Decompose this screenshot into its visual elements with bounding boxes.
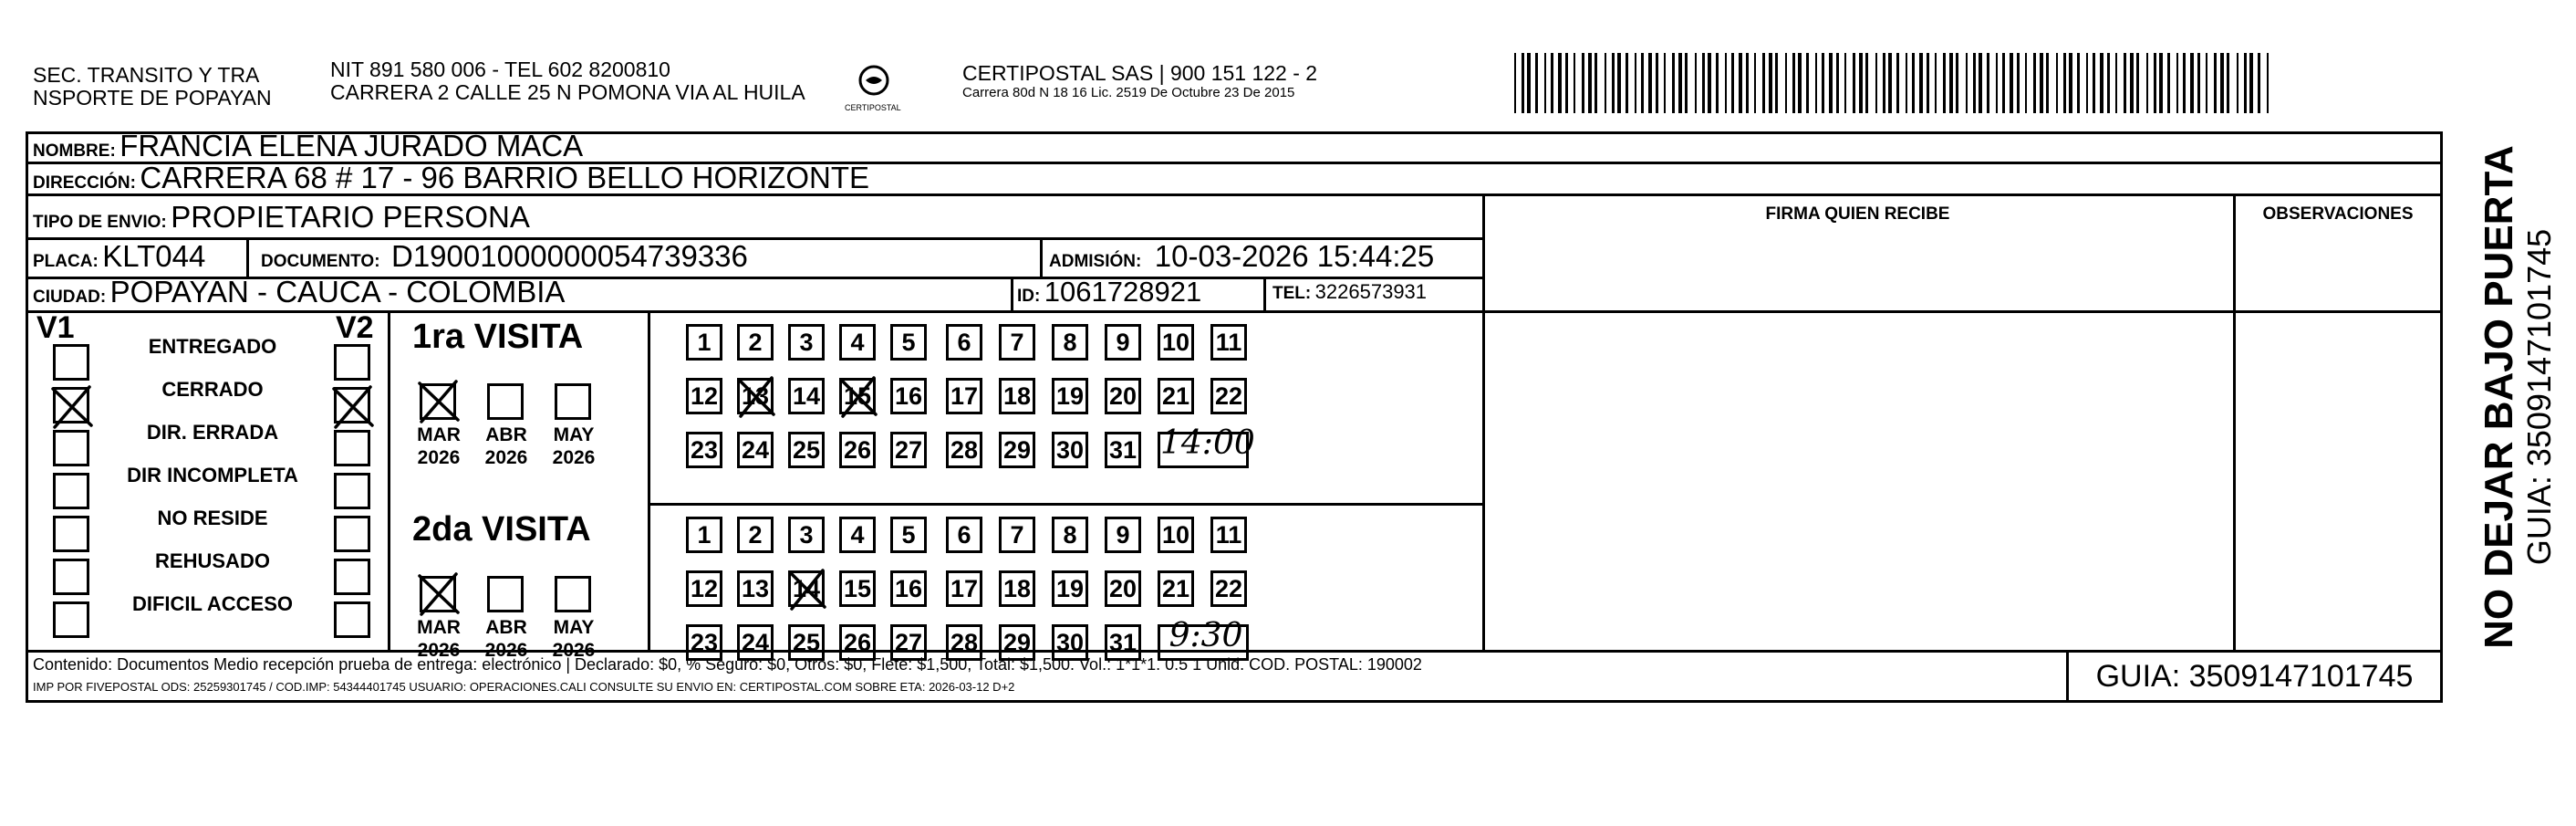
barcode-bar <box>1746 53 1749 113</box>
day-box: 28 <box>946 624 982 661</box>
barcode-bar <box>1836 53 1839 113</box>
barcode-bar <box>2046 53 2049 113</box>
barcode-bar <box>1865 53 1868 113</box>
direccion-value: CARRERA 68 # 17 - 96 BARRIO BELLO HORIZONTE <box>140 161 869 194</box>
barcode-graphic <box>1514 53 2271 113</box>
month-label: MAY <box>553 424 595 445</box>
barcode-bar <box>1973 53 1976 113</box>
v2-checkbox <box>334 387 370 423</box>
barcode-bar <box>2214 53 2217 113</box>
barcode-bar <box>2136 53 2139 113</box>
day-box: 11 <box>1210 517 1247 553</box>
month-label: MAR <box>417 424 461 445</box>
barcode-bar <box>1815 53 1817 113</box>
barcode-bar <box>1754 53 1756 113</box>
handwritten-time: 14:00 <box>1160 424 1255 462</box>
barcode-bar <box>1535 53 1538 113</box>
day-box: 31 <box>1105 432 1141 468</box>
day-box: 9 <box>1105 517 1141 553</box>
barcode-bar <box>1648 53 1652 113</box>
day-box: 6 <box>946 517 982 553</box>
barcode-bar <box>2267 53 2269 113</box>
day-box: 12 <box>686 570 722 607</box>
barcode-bar <box>1565 53 1568 113</box>
documento-label: DOCUMENTO: <box>261 252 380 271</box>
month-label: MAY <box>553 617 595 638</box>
barcode-bar <box>2206 53 2207 113</box>
barcode-bar <box>1927 53 1929 113</box>
courier-logo-icon <box>857 64 890 97</box>
day-box: 19 <box>1052 570 1088 607</box>
barcode-bar <box>1829 53 1833 113</box>
month-label: ABR <box>485 617 527 638</box>
ciudad-field <box>33 276 565 315</box>
day-box: 25 <box>788 432 825 468</box>
day-box: 3 <box>788 517 825 553</box>
tipo-envio-label: TIPO DE ENVIO: <box>33 213 167 232</box>
year-label: 2026 <box>417 640 461 661</box>
barcode-bar <box>2237 53 2238 113</box>
month-checkbox <box>555 383 591 420</box>
day-box: 6 <box>946 324 982 361</box>
rule <box>648 503 1485 506</box>
barcode-bar <box>1798 53 1802 113</box>
barcode-bar <box>2017 53 2020 113</box>
divider <box>246 237 249 277</box>
tel-label: TEL: <box>1272 284 1312 303</box>
day-box: 25 <box>788 624 825 661</box>
year-label: 2026 <box>484 640 528 661</box>
barcode-bar <box>2033 53 2036 113</box>
day-box: 21 <box>1158 378 1194 414</box>
day-box: 31 <box>1105 624 1141 661</box>
day-box: 13 <box>737 570 774 607</box>
day-box: 30 <box>1052 432 1088 468</box>
barcode-bar <box>2176 53 2178 113</box>
day-box: 21 <box>1158 570 1194 607</box>
v1-checkbox <box>53 387 89 423</box>
status-label: REHUSADO <box>155 549 270 572</box>
visit-title: 1ra VISITA <box>412 318 584 356</box>
barcode-bar <box>1685 53 1688 113</box>
footer-content: Contenido: Documentos Medio recepción prueba de entrega: electrónico | Declarado: $0, % Seguro: $0, Otros: $0, Flete: $1,500, Total: $1,500. Vol.: 1*1*1. 0.5 1 Unid. COD. POSTAL: 190002 <box>33 655 1422 674</box>
day-box: 27 <box>890 432 927 468</box>
placa-field <box>33 240 205 279</box>
day-box: 15 <box>839 570 876 607</box>
barcode-bar <box>1605 53 1606 113</box>
barcode-bar <box>2190 53 2194 113</box>
footer-print-info: IMP POR FIVEPOSTAL ODS: 25259301745 / COD.IMP: 54344401745 USUARIO: OPERACIONES.CALI CONSULTE SU ENVIO EN: CERTIPOSTAL.COM SOBRE ETA: 2026-03-12 D+2 <box>33 680 1015 694</box>
barcode-bar <box>1635 53 1636 113</box>
barcode-bar <box>1979 53 1982 113</box>
divider <box>1040 237 1043 277</box>
nombre-value: FRANCIA ELENA JURADO MACA <box>119 129 584 162</box>
barcode-bar <box>2025 53 2027 113</box>
barcode-bar <box>1785 53 1787 113</box>
barcode-bar <box>1551 53 1553 113</box>
firma-header: FIRMA QUIEN RECIBE <box>1765 204 1950 224</box>
divider <box>1482 193 1485 650</box>
documento-value: D19001000000054739336 <box>391 239 748 273</box>
status-label: NO RESIDE <box>157 507 268 529</box>
barcode-bar <box>1919 53 1923 113</box>
barcode-bar <box>2130 53 2134 113</box>
side-guia: GUIA: 3509147101745 <box>2520 228 2558 566</box>
month-label: ABR <box>485 424 527 445</box>
day-box: 20 <box>1105 378 1141 414</box>
barcode-bar <box>1522 53 1524 113</box>
tipo-envio-value: PROPIETARIO PERSONA <box>171 200 530 234</box>
side-text <box>2477 141 2558 653</box>
day-box: 4 <box>839 517 876 553</box>
month-checkbox <box>420 383 456 420</box>
month-checkbox <box>487 383 524 420</box>
barcode-bar <box>2249 53 2253 113</box>
barcode-bar <box>1672 53 1675 113</box>
barcode-bar <box>1695 53 1697 113</box>
barcode <box>1514 53 2271 113</box>
barcode-bar <box>2197 53 2200 113</box>
v2-checkbox <box>334 473 370 509</box>
sender-name: SEC. TRANSITO Y TRA NSPORTE DE POPAYAN <box>33 63 272 110</box>
barcode-bar <box>1996 53 1998 113</box>
month-checkbox <box>420 576 456 612</box>
barcode-bar <box>1822 53 1824 113</box>
v2-checkbox <box>334 430 370 466</box>
divider <box>2233 193 2236 650</box>
barcode-bar <box>1558 53 1562 113</box>
barcode-bar <box>1987 53 1989 113</box>
documento-field <box>261 240 748 279</box>
day-box: 27 <box>890 624 927 661</box>
month-checkbox <box>555 576 591 612</box>
barcode-bar <box>1762 53 1765 113</box>
barcode-bar <box>1574 53 1575 113</box>
barcode-bar <box>1966 53 1968 113</box>
tipo-envio-row <box>33 201 530 240</box>
day-box: 1 <box>686 517 722 553</box>
barcode-bar <box>2107 53 2110 113</box>
visit-title: 2da VISITA <box>412 510 591 549</box>
status-label: CERRADO <box>161 378 264 401</box>
v2-checkbox <box>334 344 370 381</box>
barcode-bar <box>1896 53 1899 113</box>
day-box: 26 <box>839 624 876 661</box>
barcode-bar <box>1853 53 1855 113</box>
barcode-bar <box>2010 53 2013 113</box>
divider <box>388 310 390 650</box>
ciudad-label: CIUDAD: <box>33 288 107 307</box>
year-label: 2026 <box>484 447 528 468</box>
barcode-bar <box>2227 53 2229 113</box>
status-label: DIR INCOMPLETA <box>127 464 298 486</box>
barcode-bar <box>2124 53 2126 113</box>
barcode-bar <box>1956 53 1958 113</box>
day-box: 22 <box>1210 378 1247 414</box>
v2-checkbox <box>334 516 370 552</box>
id-value: 1061728921 <box>1044 276 1202 308</box>
v2-header: V2 <box>336 310 374 345</box>
day-box: 22 <box>1210 570 1247 607</box>
status-label: DIFICIL ACCESO <box>131 592 293 615</box>
barcode-bar <box>1769 53 1772 113</box>
ciudad-value: POPAYAN - CAUCA - COLOMBIA <box>109 275 566 308</box>
tel-value: 3226573931 <box>1314 280 1428 303</box>
day-box: 29 <box>999 432 1035 468</box>
day-box: 7 <box>999 517 1035 553</box>
month-label: MAR <box>417 617 461 638</box>
barcode-bar <box>1588 53 1592 113</box>
day-box: 3 <box>788 324 825 361</box>
day-box: 24 <box>737 624 774 661</box>
barcode-bar <box>2183 53 2186 113</box>
barcode-bar <box>1527 53 1531 113</box>
admision-value: 10-03-2026 15:44:25 <box>1154 239 1435 273</box>
barcode-bar <box>1641 53 1644 113</box>
barcode-bar <box>1664 53 1666 113</box>
barcode-bar <box>1943 53 1946 113</box>
barcode-bar <box>1912 53 1915 113</box>
barcode-bar <box>1626 53 1628 113</box>
sender-nit-address: NIT 891 580 006 - TEL 602 8200810 CARRERA 2 CALLE 25 N POMONA VIA AL HUILA <box>330 58 805 104</box>
day-box: 10 <box>1158 324 1194 361</box>
barcode-bar <box>2146 53 2148 113</box>
day-box: 9 <box>1105 324 1141 361</box>
day-box: 30 <box>1052 624 1088 661</box>
barcode-bar <box>2258 53 2260 113</box>
divider <box>648 310 650 650</box>
v1-checkbox <box>53 430 89 466</box>
barcode-bar <box>2220 53 2224 113</box>
day-box: 19 <box>1052 378 1088 414</box>
courier-info: CERTIPOSTAL SAS | 900 151 122 - 2 Carrera 80d N 18 16 Lic. 2519 De Octubre 23 De 2015 <box>962 61 1318 100</box>
side-title: NO DEJAR BAJO PUERTA <box>2477 145 2521 649</box>
barcode-bar <box>1702 53 1705 113</box>
day-box: 17 <box>946 570 982 607</box>
tel-field <box>1272 276 1427 311</box>
barcode-bar <box>1582 53 1584 113</box>
barcode-bar <box>1678 53 1682 113</box>
v1-checkbox <box>53 601 89 638</box>
year-label: 2026 <box>417 447 461 468</box>
nombre-label: NOMBRE: <box>33 141 116 161</box>
v1-checkbox <box>53 344 89 381</box>
barcode-bar <box>1731 53 1734 113</box>
barcode-bar <box>1844 53 1846 113</box>
year-label: 2026 <box>552 447 596 468</box>
barcode-bar <box>2093 53 2095 113</box>
day-box: 24 <box>737 432 774 468</box>
day-box: 23 <box>686 432 722 468</box>
barcode-bar <box>2040 53 2043 113</box>
barcode-bar <box>1806 53 1809 113</box>
v1-checkbox <box>53 559 89 595</box>
barcode-bar <box>1888 53 1892 113</box>
day-box: 15 <box>839 378 876 414</box>
day-box: 5 <box>890 517 927 553</box>
day-box: 17 <box>946 378 982 414</box>
v2-checkbox <box>334 559 370 595</box>
day-box: 28 <box>946 432 982 468</box>
status-label: ENTREGADO <box>148 335 277 358</box>
day-box: 8 <box>1052 517 1088 553</box>
day-box: 13 <box>737 378 774 414</box>
day-box: 16 <box>890 378 927 414</box>
day-box: 18 <box>999 570 1035 607</box>
barcode-bar <box>1935 53 1937 113</box>
day-box: 23 <box>686 624 722 661</box>
barcode-bar <box>1612 53 1615 113</box>
barcode-bar <box>1775 53 1778 113</box>
day-box: 29 <box>999 624 1035 661</box>
barcode-bar <box>2167 53 2170 113</box>
barcode-bar <box>2002 53 2005 113</box>
barcode-bar <box>1949 53 1953 113</box>
barcode-bar <box>2159 53 2163 113</box>
barcode-bar <box>2063 53 2066 113</box>
barcode-bar <box>1656 53 1658 113</box>
footer-guia: GUIA: 3509147101745 <box>2095 659 2414 694</box>
observaciones-header: OBSERVACIONES <box>2262 204 2414 224</box>
day-box: 4 <box>839 324 876 361</box>
barcode-bar <box>1875 53 1877 113</box>
day-box: 16 <box>890 570 927 607</box>
barcode-bar <box>2086 53 2088 113</box>
placa-value: KLT044 <box>102 239 206 273</box>
barcode-bar <box>1514 53 1516 113</box>
placa-label: PLACA: <box>33 252 99 271</box>
barcode-bar <box>2056 53 2058 113</box>
direccion-label: DIRECCIÓN: <box>33 173 136 193</box>
barcode-bar <box>1708 53 1711 113</box>
v1-header: V1 <box>36 310 75 345</box>
month-checkbox <box>487 576 524 612</box>
day-box: 5 <box>890 324 927 361</box>
year-label: 2026 <box>552 640 596 661</box>
divider <box>1011 277 1013 310</box>
day-box: 7 <box>999 324 1035 361</box>
day-box: 2 <box>737 517 774 553</box>
courier-logo-caption: CERTIPOSTAL <box>845 103 901 112</box>
v1-checkbox <box>53 516 89 552</box>
day-box: 20 <box>1105 570 1141 607</box>
barcode-bar <box>1617 53 1621 113</box>
barcode-bar <box>2115 53 2117 113</box>
v2-checkbox <box>334 601 370 638</box>
id-label: ID: <box>1017 287 1041 306</box>
day-box: 18 <box>999 378 1035 414</box>
status-label: DIR. ERRADA <box>146 421 279 444</box>
barcode-bar <box>1792 53 1795 113</box>
day-box: 10 <box>1158 517 1194 553</box>
barcode-bar <box>2069 53 2072 113</box>
divider <box>1263 277 1266 310</box>
barcode-bar <box>1716 53 1719 113</box>
admision-field <box>1049 240 1434 279</box>
barcode-bar <box>1739 53 1742 113</box>
v1-checkbox <box>53 473 89 509</box>
day-box: 12 <box>686 378 722 414</box>
barcode-bar <box>1906 53 1907 113</box>
barcode-bar <box>1725 53 1727 113</box>
day-box: 14 <box>788 570 825 607</box>
barcode-bar <box>1544 53 1546 113</box>
barcode-bar <box>2244 53 2247 113</box>
barcode-bar <box>1883 53 1885 113</box>
day-box: 14 <box>788 378 825 414</box>
day-box: 8 <box>1052 324 1088 361</box>
barcode-bar <box>2154 53 2156 113</box>
id-field <box>1017 276 1201 314</box>
barcode-bar <box>2100 53 2103 113</box>
day-box: 1 <box>686 324 722 361</box>
direccion-row <box>33 162 869 201</box>
barcode-bar <box>1594 53 1597 113</box>
barcode-bar <box>2077 53 2080 113</box>
barcode-bar <box>1859 53 1863 113</box>
day-box: 26 <box>839 432 876 468</box>
day-box: 11 <box>1210 324 1247 361</box>
admision-label: ADMISIÓN: <box>1049 252 1142 271</box>
day-box: 2 <box>737 324 774 361</box>
handwritten-time: 9:30 <box>1169 617 1243 654</box>
